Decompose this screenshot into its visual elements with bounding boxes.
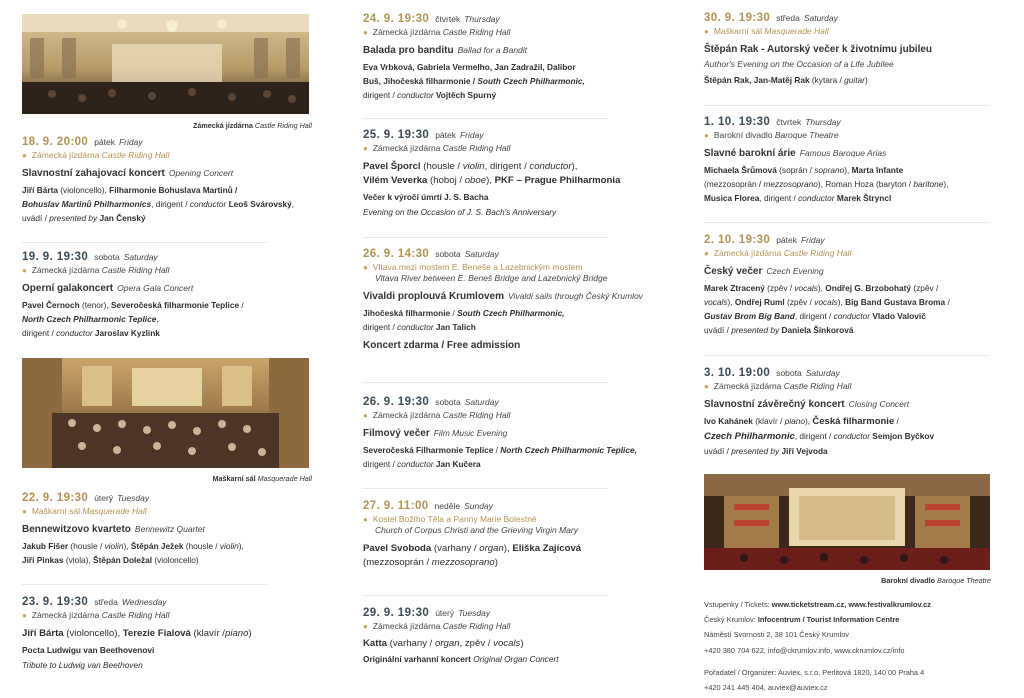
photo-baroque-theatre [704,474,990,570]
event-title: Balada pro banditu Ballad for a Bandit [363,45,528,56]
location-pin-icon: ● [363,263,368,272]
event-date: 19. 9. 19:30 sobota Saturday [22,251,158,263]
location-pin-icon: ● [363,28,368,37]
event-performers: Jakub Fišer (housle / violin), Štěpán Ježek (housle / violin), Jiří Pinkas (viola), Štěpán Doležal (violoncello) [22,541,244,565]
event-performers: Katta (varhany / organ, zpěv / vocals) [363,638,524,649]
event-subtitle: Večer k výročí úmrtí J. S. Bacha Evening on the Occasion of J. S. Bach's Anniversary [363,192,557,217]
event-performers: Michaela Šrůmová (soprán / soprano), Marta Infante (mezzosoprán / mezzosoprano), Roman Hoza (baryton / baritone), Musica Florea, dirigent / conductor Marek Štryncl [704,165,949,203]
event-26-9-river [363,248,653,351]
event-venue: ● Zámecká jízdárna Castle Riding Hall [363,410,511,420]
divider [704,105,989,106]
castle-riding-hall-image [22,14,309,114]
info-centre-line: Český Krumlov: Infocentrum / Tourist Information Centre [704,615,900,625]
location-pin-icon: ● [22,611,27,620]
event-24-9 [363,13,653,102]
event-title: Bennewitzovo kvarteto Bennewitz Quartet [22,524,205,535]
event-venue: ● Zámecká jízdárna Castle Riding Hall [363,621,511,631]
event-date: 29. 9. 19:30 úterý Tuesday [363,607,491,619]
event-title: Operní galakoncert Opera Gala Concert [22,283,194,294]
divider [22,242,267,243]
event-venue: ● Zámecká jízdárna Castle Riding Hall [704,248,852,258]
event-venue-en: Vltava River between E. Beneš Bridge and Lazebnický Bridge [375,273,608,283]
address-line: Náměstí Svornosti 2, 38 101 Český Krumlov [704,630,849,640]
event-18-9 [22,136,312,225]
free-admission-note: Koncert zdarma / Free admission [363,340,521,351]
organizer-line: Pořadatel / Organizer: Auviex, s.r.o. Perlitová 1820, 140 00 Praha 4 [704,667,925,677]
event-date: 26. 9. 19:30 sobota Saturday [363,396,499,408]
tickets-links[interactable]: www.ticketstream.cz, www.festivalkrumlov.cz [771,600,931,609]
masquerade-hall-image [22,358,309,468]
event-26-9-evening [363,396,653,471]
event-29-9 [363,607,653,666]
event-venue: ● Kostel Božího Těla a Panny Marie Bolestné [363,514,537,524]
event-27-9 [363,500,653,570]
divider [363,237,608,238]
event-date: 24. 9. 19:30 čtvrtek Thursday [363,13,500,25]
event-title: Filmový večer Film Music Evening [363,428,508,439]
event-venue: ● Zámecká jízdárna Castle Riding Hall [22,610,170,620]
location-pin-icon: ● [22,151,27,160]
event-25-9 [363,129,653,220]
divider [22,584,267,585]
event-title: Slavnostní závěrečný koncert Closing Concert [704,399,910,410]
event-performers: Jiří Bárta (violoncello), Filharmonie Bohuslava Martinů / Bohuslav Martinů Philharmonics, dirigent / conductor Leoš Svárovský, uvádí / presented by Jan Čenský [22,185,295,223]
event-3-10 [704,367,999,458]
event-subtitle: Pocta Ludwigu van Beethovenovi Tribute to Ludwig van Beethoven [22,645,155,670]
location-pin-icon: ● [363,515,368,524]
location-pin-icon: ● [363,622,368,631]
event-date: 18. 9. 20:00 pátek Friday [22,136,143,148]
event-performers: Pavel Svoboda (varhany / organ), Eliška Zajícová (mezzosoprán / mezzosoprano) [363,543,582,568]
event-title: Český večer Czech Evening [704,266,824,277]
divider [363,595,608,596]
event-venue: ● Zámecká jízdárna Castle Riding Hall [22,265,170,275]
event-performers: Pavel Šporcl (housle / violin, dirigent / conductor), Vilém Veverka (hoboj / oboe), PKF – Prague Philharmonia [363,161,621,186]
event-performers: Jiří Bárta (violoncello), Terezie Fialová (klavír /piano) [22,628,252,639]
event-title: Slavnostní zahajovací koncert Opening Concert [22,168,234,179]
divider [363,118,608,119]
event-venue: ● Maškarní sál Masquerade Hall [22,506,147,516]
event-22-9 [22,492,312,567]
location-pin-icon: ● [22,266,27,275]
photo-castle-riding-hall [22,14,309,114]
organizer-contact-line[interactable]: +420 241 445 404, auviex@auviex.cz [704,683,828,693]
event-date: 23. 9. 19:30 středa Wednesday [22,596,167,608]
event-performers: Jihočeská filharmonie / South Czech Philharmonic, dirigent / conductor Jan Talich [363,308,565,332]
location-pin-icon: ● [704,27,709,36]
event-venue: ● Zámecká jízdárna Castle Riding Hall [22,150,170,160]
event-performers: Pavel Černoch (tenor), Severočeská filharmonie Teplice / North Czech Philharmonic Teplice, dirigent / conductor Jaroslav Kyzlink [22,300,244,338]
event-1-10 [704,116,999,205]
event-performers: Severočeská Filharmonie Teplice / North Czech Philharmonic Teplice, dirigent / conductor Jan Kučera [363,445,637,469]
baroque-theatre-image [704,474,990,570]
divider [363,488,608,489]
event-date: 22. 9. 19:30 úterý Tuesday [22,492,150,504]
contact-line[interactable]: +420 380 704 622, info@ckrumlov.info, www.ckrumlov.cz/info [704,645,905,655]
event-23-9 [22,596,312,673]
event-19-9 [22,251,312,340]
event-30-9 [704,12,999,87]
location-pin-icon: ● [363,411,368,420]
event-date: 30. 9. 19:30 středa Saturday [704,12,838,24]
location-pin-icon: ● [22,507,27,516]
contact-info [704,597,931,695]
location-pin-icon: ● [704,249,709,258]
photo-caption: Barokní divadlo Baroque Theatre [881,576,991,585]
event-performers: Štěpán Rak, Jan-Matěj Rak (kytara / guitar) [704,75,868,85]
location-pin-icon: ● [704,382,709,391]
event-venue: ● Zámecká jízdárna Castle Riding Hall [363,143,511,153]
event-date: 3. 10. 19:00 sobota Saturday [704,367,840,379]
event-title: Slavné barokní árie Famous Baroque Arias [704,148,887,159]
event-date: 25. 9. 19:30 pátek Friday [363,129,484,141]
event-venue: ● Maškarní sál Masquerade Hall [704,26,829,36]
event-performers: Marek Ztracený (zpěv / vocals), Ondřej G. Brzobohatý (zpěv / vocals), Ondřej Ruml (zpěv / vocals), Big Band Gustava Broma / Gustav Brom Big Band, dirigent / conductor Vlado Valovič uvádí / presented by Daniela Šinkorová [704,283,950,335]
divider [704,355,989,356]
event-venue: ● Barokní divadlo Baroque Theatre [704,130,839,140]
event-venue-en: Church of Corpus Christi and the Grieving Virgin Mary [375,525,578,535]
event-venue: ● Zámecká jízdárna Castle Riding Hall [704,381,852,391]
event-2-10 [704,234,999,337]
divider [704,222,989,223]
event-date: 27. 9. 11:00 neděle Sunday [363,500,493,512]
event-subtitle: Author's Evening on the Occasion of a Life Jubilee [704,59,894,69]
tickets-line: Vstupenky / Tickets: www.ticketstream.cz, www.festivalkrumlov.cz [704,600,931,609]
event-date: 2. 10. 19:30 pátek Friday [704,234,825,246]
event-subtitle: Originální varhanní koncert Original Organ Concert [363,654,559,664]
event-performers: Eva Vrbková, Gabriela Vermelho, Jan Zadražil, Dalibor Buš, Jihočeská filharmonie / South Czech Philharmonic, dirigent / conductor Vojtěch Spurný [363,62,585,100]
divider [363,382,608,383]
location-pin-icon: ● [363,144,368,153]
photo-masquerade-hall [22,358,309,468]
event-title: Štěpán Rak - Autorský večer k životnímu jubileu [704,44,933,55]
location-pin-icon: ● [704,131,709,140]
event-performers: Ivo Kahánek (klavír / piano), Česká filharmonie / Czech Philharmonic, dirigent / conductor Semjon Byčkov uvádí / presented by Jiří Vejvoda [704,416,935,456]
event-title: Vivaldi proplouvá Krumlovem Vivaldi sails through Český Krumlov [363,291,643,302]
event-venue: ● Zámecká jízdárna Castle Riding Hall [363,27,511,37]
event-date: 1. 10. 19:30 čtvrtek Thursday [704,116,841,128]
event-date: 26. 9. 14:30 sobota Saturday [363,248,499,260]
event-venue: ● Vltava mezi mostem E. Beneše a Lazebnickým mostem [363,262,583,272]
photo-caption: Maškarní sál Masquerade Hall [212,474,312,483]
photo-caption: Zámecká jízdárna Castle Riding Hall [192,121,312,130]
